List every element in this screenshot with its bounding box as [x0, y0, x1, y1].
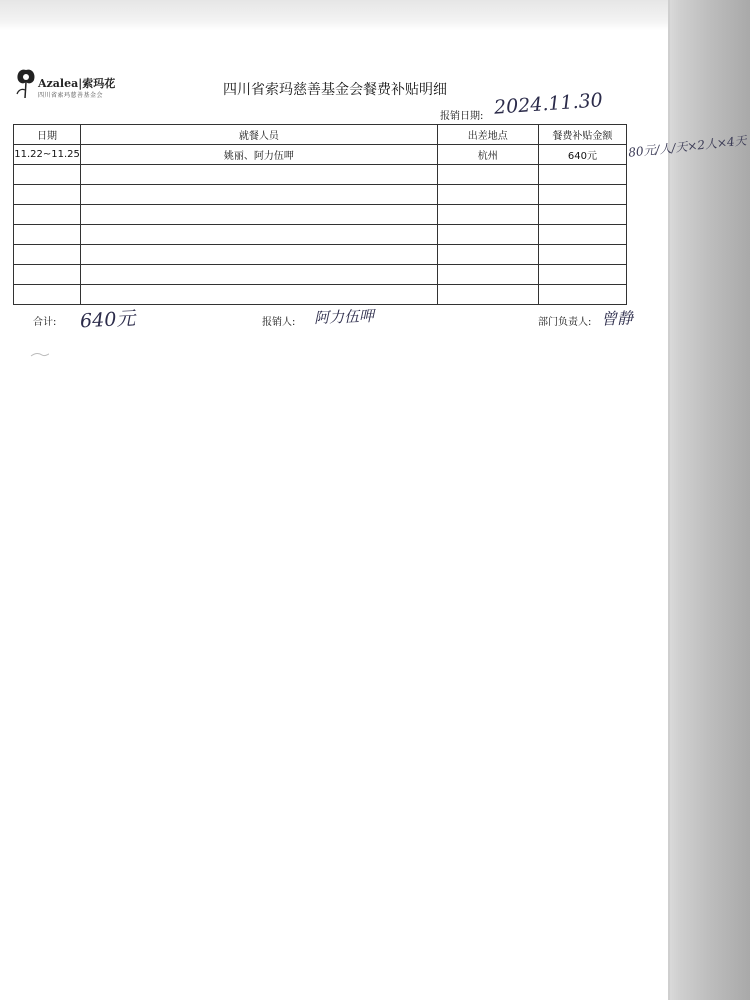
table-row [14, 145, 627, 165]
table-row [14, 225, 627, 245]
reimburse-date-label: 报销日期: [440, 111, 484, 122]
table-row [14, 165, 627, 185]
dept-head-signature: 曾静 [600, 308, 634, 329]
cell-date [14, 285, 81, 305]
cell-amount [538, 165, 626, 185]
cell-location [437, 265, 538, 285]
header-location: 出差地点 [437, 125, 538, 145]
header-date: 日期 [14, 125, 81, 145]
table-row [14, 265, 627, 285]
cell-date [14, 205, 81, 225]
cell-diners [81, 225, 438, 245]
header-amount: 餐费补贴金额 [538, 125, 626, 145]
cell-diners [81, 205, 438, 225]
cell-amount: 640元 [538, 145, 626, 165]
cell-diners [81, 265, 438, 285]
scan-smudge [30, 352, 50, 358]
cell-diners [81, 165, 438, 185]
cell-amount [538, 225, 626, 245]
cell-location [437, 245, 538, 265]
logo-subtitle: 四川省索玛慈善基金会 [38, 92, 104, 99]
cell-location: 杭州 [437, 145, 538, 165]
cell-amount [538, 205, 626, 225]
cell-amount [538, 285, 626, 305]
cell-diners [81, 285, 438, 305]
page-title: 四川省索玛慈善基金会餐费补贴明细 [223, 82, 447, 98]
reimburse-date-handwritten: 2024.11.30 [493, 89, 604, 119]
table-row [14, 205, 627, 225]
cell-date [14, 165, 81, 185]
cell-date [14, 245, 81, 265]
meal-allowance-table [13, 124, 627, 305]
cell-diners [81, 245, 438, 265]
total-handwritten: 640元 [79, 307, 136, 333]
logo-brand: Azalea|索玛花 [38, 77, 116, 90]
cell-diners: 姚丽、阿力伍呷 [81, 145, 438, 165]
cell-location [437, 225, 538, 245]
claimant-signature: 阿力伍呷 [313, 306, 375, 328]
claimant-label: 报销人: [262, 317, 296, 328]
margin-handwritten-note: 80元/人/天×2人×4天 [627, 133, 748, 160]
cell-location [437, 285, 538, 305]
table-header-row [14, 125, 627, 145]
cell-date [14, 185, 81, 205]
cell-location [437, 185, 538, 205]
table-row [14, 285, 627, 305]
cell-location [437, 165, 538, 185]
cell-amount [538, 245, 626, 265]
cell-date [14, 265, 81, 285]
table-row [14, 185, 627, 205]
header-diners: 就餐人员 [81, 125, 438, 145]
table-row [14, 245, 627, 265]
cell-amount [538, 265, 626, 285]
cell-date: 11.22~11.25 [14, 145, 81, 165]
cell-amount [538, 185, 626, 205]
scan-shadow-top [0, 0, 670, 30]
cell-location [437, 205, 538, 225]
total-label: 合计: [33, 317, 57, 328]
cell-date [14, 225, 81, 245]
dept-head-label: 部门负责人: [538, 317, 592, 328]
cell-diners [81, 185, 438, 205]
